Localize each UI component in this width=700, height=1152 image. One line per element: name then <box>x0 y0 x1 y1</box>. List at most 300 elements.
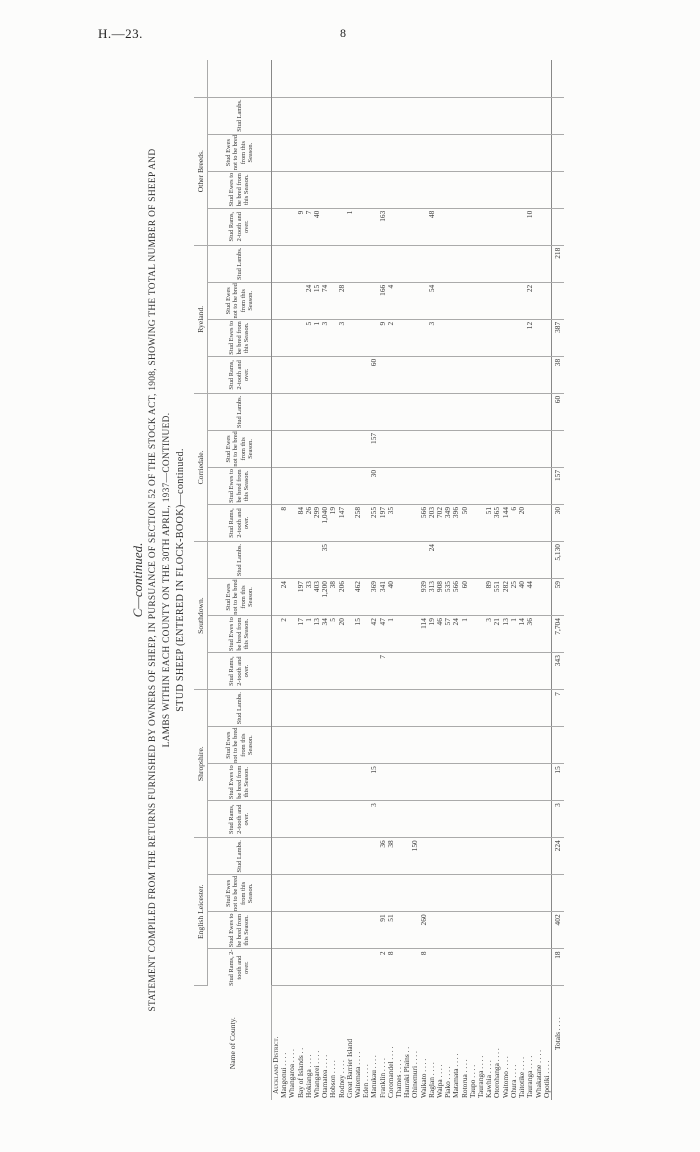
table-cell <box>387 171 395 208</box>
table-cell <box>329 949 337 986</box>
table-cell <box>485 393 493 430</box>
table-cell <box>510 171 518 208</box>
county-name: Ohura . . . . <box>508 1064 518 1098</box>
table-cell <box>387 430 395 467</box>
table-cell <box>485 97 493 134</box>
table-cell <box>346 134 354 171</box>
table-cell <box>444 171 452 208</box>
table-cell <box>535 653 543 690</box>
table-cell: 402 <box>551 912 564 949</box>
table-cell: 15 <box>313 282 321 319</box>
table-cell <box>526 949 534 986</box>
table-cell <box>469 97 477 134</box>
table-cell <box>280 208 288 245</box>
table-cell: 47 <box>379 616 387 653</box>
table-row <box>313 60 321 1100</box>
table-cell: 166 <box>379 282 387 319</box>
table-cell <box>329 245 337 282</box>
table-cell <box>395 97 403 134</box>
table-cell <box>543 764 552 801</box>
table-cell <box>288 356 296 393</box>
table-cell <box>403 504 411 541</box>
table-cell <box>452 245 460 282</box>
table-cell <box>543 356 552 393</box>
table-cell <box>485 134 493 171</box>
table-cell <box>411 653 419 690</box>
county-name: Eden . . . . . <box>361 1064 371 1098</box>
table-cell <box>510 356 518 393</box>
table-cell: 9 <box>379 319 387 356</box>
table-row <box>436 60 444 1100</box>
table-cell <box>543 838 552 875</box>
table-cell: 51 <box>485 504 493 541</box>
table-cell: 14 <box>518 616 526 653</box>
table-cell <box>370 60 378 97</box>
table-cell <box>502 875 510 912</box>
table-cell <box>428 393 436 430</box>
table-row <box>297 60 305 1100</box>
table-cell <box>452 393 460 430</box>
table-cell <box>272 245 281 282</box>
table-cell <box>379 690 387 727</box>
table-cell <box>288 245 296 282</box>
table-cell <box>379 801 387 838</box>
table-cell <box>411 356 419 393</box>
table-cell <box>502 356 510 393</box>
table-cell <box>485 430 493 467</box>
table-cell <box>403 727 411 764</box>
table-cell <box>288 690 296 727</box>
table-cell <box>502 60 510 97</box>
subheader-stud-lambs: Stud Lambs. <box>208 838 272 875</box>
table-cell <box>297 838 305 875</box>
table-cell <box>379 875 387 912</box>
table-cell <box>321 764 329 801</box>
table-cell <box>469 245 477 282</box>
table-cell <box>428 875 436 912</box>
table-cell <box>280 467 288 504</box>
table-cell <box>313 393 321 430</box>
table-cell <box>403 764 411 801</box>
table-cell: 7 <box>305 208 313 245</box>
table-cell <box>403 282 411 319</box>
subheader-stud-ewes-not-bred: Stud Ewes not to be bred from this Season. <box>208 430 272 467</box>
table-cell <box>493 467 501 504</box>
table-cell <box>379 430 387 467</box>
table-cell: 84 <box>297 504 305 541</box>
table-cell <box>387 60 395 97</box>
table-cell <box>379 727 387 764</box>
table-cell: 299 <box>313 504 321 541</box>
table-cell <box>510 949 518 986</box>
table-cell <box>461 838 469 875</box>
table-cell: 3 <box>370 801 378 838</box>
table-cell <box>444 97 452 134</box>
table-cell <box>510 134 518 171</box>
table-cell <box>321 690 329 727</box>
table-cell <box>444 690 452 727</box>
table-cell <box>338 171 346 208</box>
county-name: Otamatea . . . . <box>320 1054 330 1098</box>
table-cell <box>354 134 362 171</box>
table-cell <box>526 467 534 504</box>
table-cell <box>280 727 288 764</box>
table-cell <box>313 949 321 986</box>
table-cell: 40 <box>387 579 395 616</box>
table-cell <box>452 838 460 875</box>
table-cell <box>452 912 460 949</box>
table-cell <box>477 801 485 838</box>
table-cell <box>469 208 477 245</box>
table-cell <box>543 208 552 245</box>
table-cell <box>543 504 552 541</box>
table-cell <box>551 97 564 134</box>
table-cell: 403 <box>313 579 321 616</box>
table-cell <box>329 430 337 467</box>
table-cell <box>403 949 411 986</box>
table-cell <box>543 727 552 764</box>
table-cell <box>395 875 403 912</box>
table-cell <box>510 430 518 467</box>
table-cell <box>436 97 444 134</box>
table-cell: 28 <box>338 282 346 319</box>
table-cell <box>469 282 477 319</box>
table-cell <box>313 690 321 727</box>
table-cell <box>526 801 534 838</box>
table-cell: 282 <box>502 579 510 616</box>
table-cell <box>526 912 534 949</box>
table-cell: 38 <box>329 579 337 616</box>
subheader-stud-ewes-not-bred: Stud Ewes not to be bred from this Season. <box>208 134 272 171</box>
table-cell: 35 <box>321 542 329 579</box>
table-cell <box>452 875 460 912</box>
table-cell <box>338 912 346 949</box>
table-cell <box>272 208 281 245</box>
table-cell <box>510 60 518 97</box>
table-cell <box>436 282 444 319</box>
table-cell <box>428 764 436 801</box>
table-cell <box>313 912 321 949</box>
table-cell <box>354 319 362 356</box>
table-cell: 8 <box>387 949 395 986</box>
county-name: Franklin . . . . <box>377 1058 387 1098</box>
table-cell <box>469 949 477 986</box>
table-cell <box>395 912 403 949</box>
table-cell <box>338 245 346 282</box>
table-cell <box>395 134 403 171</box>
table-cell <box>452 801 460 838</box>
table-cell: 1 <box>510 616 518 653</box>
table-cell <box>387 764 395 801</box>
table-cell <box>313 356 321 393</box>
table-cell <box>518 467 526 504</box>
table-cell: 9 <box>297 208 305 245</box>
table-cell <box>272 319 281 356</box>
table-cell <box>395 467 403 504</box>
table-cell <box>428 134 436 171</box>
table-cell <box>288 171 296 208</box>
table-cell <box>510 319 518 356</box>
table-cell <box>444 764 452 801</box>
table-cell <box>354 430 362 467</box>
table-cell <box>469 60 477 97</box>
table-cell <box>403 467 411 504</box>
table-cell <box>354 393 362 430</box>
table-cell <box>526 504 534 541</box>
table-cell <box>338 727 346 764</box>
table-cell <box>329 97 337 134</box>
table-cell <box>502 97 510 134</box>
table-cell <box>444 245 452 282</box>
table-cell: 25 <box>510 579 518 616</box>
table-cell <box>272 134 281 171</box>
table-cell <box>379 764 387 801</box>
table-cell <box>444 467 452 504</box>
table-cell <box>428 727 436 764</box>
table-cell <box>420 875 428 912</box>
table-cell <box>543 653 552 690</box>
table-cell <box>493 838 501 875</box>
table-cell <box>518 542 526 579</box>
subheader-stud-rams: Stud Rams, 2-tooth and over. <box>208 504 272 541</box>
table-cell <box>346 60 354 97</box>
table-cell <box>469 690 477 727</box>
table-cell <box>395 60 403 97</box>
table-cell <box>288 542 296 579</box>
table-cell <box>313 875 321 912</box>
table-cell <box>305 171 313 208</box>
table-cell <box>502 949 510 986</box>
table-cell <box>395 245 403 282</box>
table-cell <box>313 430 321 467</box>
table-cell <box>370 393 378 430</box>
table-cell <box>370 875 378 912</box>
table-cell <box>288 430 296 467</box>
table-cell <box>338 690 346 727</box>
table-cell <box>411 393 419 430</box>
table-cell: 6 <box>510 504 518 541</box>
table-cell <box>436 542 444 579</box>
table-cell <box>452 764 460 801</box>
table-cell <box>502 467 510 504</box>
table-cell <box>313 764 321 801</box>
table-cell <box>510 393 518 430</box>
table-cell <box>362 727 370 764</box>
table-cell <box>338 764 346 801</box>
table-cell <box>485 949 493 986</box>
table-cell <box>535 801 543 838</box>
table-cell: 396 <box>452 504 460 541</box>
table-cell: 60 <box>461 579 469 616</box>
table-cell <box>338 97 346 134</box>
table-cell <box>354 97 362 134</box>
table-cell <box>411 60 419 97</box>
table-cell <box>387 208 395 245</box>
table-cell <box>346 97 354 134</box>
table-row <box>354 60 362 1100</box>
county-name: Piako . . . . <box>443 1066 453 1098</box>
table-cell <box>305 134 313 171</box>
county-name: Manukau . . . . <box>369 1055 379 1098</box>
table-cell <box>502 801 510 838</box>
table-cell <box>272 912 281 949</box>
subheader-stud-rams: Stud Rams, 2-tooth and over. <box>208 653 272 690</box>
table-cell <box>518 171 526 208</box>
table-cell <box>321 245 329 282</box>
table-cell <box>469 838 477 875</box>
table-cell <box>354 801 362 838</box>
table-cell <box>403 208 411 245</box>
table-cell: 38 <box>551 356 564 393</box>
table-cell <box>313 97 321 134</box>
table-cell <box>452 208 460 245</box>
table-cell <box>436 319 444 356</box>
county-name: Taitotike . . . . <box>517 1057 527 1098</box>
county-name: Waitomo . . . . <box>500 1056 510 1098</box>
table-cell <box>297 467 305 504</box>
table-cell <box>420 393 428 430</box>
table-cell <box>411 245 419 282</box>
table-cell <box>297 171 305 208</box>
table-cell <box>477 838 485 875</box>
table-cell <box>395 653 403 690</box>
table-cell <box>535 356 543 393</box>
table-cell <box>493 356 501 393</box>
table-cell <box>526 764 534 801</box>
table-cell: 365 <box>493 504 501 541</box>
table-cell <box>280 912 288 949</box>
table-cell <box>387 801 395 838</box>
table-cell: 17 <box>297 616 305 653</box>
table-cell <box>436 60 444 97</box>
table-cell <box>403 912 411 949</box>
table-cell <box>469 579 477 616</box>
table-cell <box>485 653 493 690</box>
subheader-stud-ewes-not-bred: Stud Ewes not to be bred from this Season. <box>208 875 272 912</box>
table-cell <box>428 245 436 282</box>
table-cell <box>502 393 510 430</box>
table-cell <box>403 97 411 134</box>
table-cell <box>354 60 362 97</box>
table-cell <box>387 690 395 727</box>
table-cell <box>518 764 526 801</box>
table-cell <box>485 801 493 838</box>
table-cell <box>379 542 387 579</box>
table-cell <box>329 356 337 393</box>
table-cell <box>477 727 485 764</box>
table-cell <box>436 949 444 986</box>
table-cell <box>493 245 501 282</box>
table-cell <box>535 60 543 97</box>
table-cell <box>403 875 411 912</box>
table-cell: 1,040 <box>321 504 329 541</box>
table-row <box>543 60 552 1100</box>
county-name: Whangarei . . . . <box>312 1050 322 1098</box>
table-cell <box>428 653 436 690</box>
table-cell <box>395 393 403 430</box>
county-name: Raglan . . . . <box>426 1062 436 1098</box>
table-cell <box>403 690 411 727</box>
table-cell <box>452 60 460 97</box>
table-cell <box>305 801 313 838</box>
table-cell <box>403 319 411 356</box>
county-name: Coromandel . . . . <box>385 1046 395 1098</box>
table-cell: 313 <box>428 579 436 616</box>
table-cell <box>452 319 460 356</box>
table-cell <box>395 171 403 208</box>
table-cell <box>444 838 452 875</box>
table-cell <box>461 949 469 986</box>
table-cell <box>329 134 337 171</box>
table-cell: 2 <box>387 319 395 356</box>
table-cell <box>272 282 281 319</box>
table-cell <box>403 134 411 171</box>
table-cell <box>354 949 362 986</box>
table-cell <box>502 208 510 245</box>
table-cell <box>362 690 370 727</box>
table-row <box>485 60 493 1100</box>
table-cell <box>518 393 526 430</box>
table-cell: 20 <box>338 616 346 653</box>
table-cell <box>469 171 477 208</box>
table-cell <box>543 97 552 134</box>
table-cell <box>313 467 321 504</box>
table-cell <box>469 912 477 949</box>
table-row <box>321 60 329 1100</box>
table-cell <box>493 653 501 690</box>
table-cell <box>493 97 501 134</box>
table-cell <box>280 875 288 912</box>
table-cell <box>436 653 444 690</box>
subheader-stud-lambs: Stud Lambs. <box>208 690 272 727</box>
table-cell <box>461 764 469 801</box>
table-cell <box>543 430 552 467</box>
table-cell <box>313 60 321 97</box>
table-cell: 258 <box>354 504 362 541</box>
table-cell <box>411 875 419 912</box>
table-cell <box>280 97 288 134</box>
table-cell: 48 <box>428 208 436 245</box>
table-cell <box>444 801 452 838</box>
table-cell <box>461 171 469 208</box>
table-cell <box>370 727 378 764</box>
table-cell <box>551 875 564 912</box>
table-cell <box>502 282 510 319</box>
table-cell <box>297 245 305 282</box>
table-cell <box>452 467 460 504</box>
table-cell <box>379 356 387 393</box>
county-name: Waipa . . . . <box>435 1064 445 1098</box>
table-cell <box>411 764 419 801</box>
table-cell <box>272 727 281 764</box>
table-cell <box>493 282 501 319</box>
table-cell <box>493 430 501 467</box>
table-cell <box>452 171 460 208</box>
table-cell <box>510 245 518 282</box>
table-cell <box>485 727 493 764</box>
table-cell <box>502 134 510 171</box>
table-cell <box>469 727 477 764</box>
table-cell <box>535 838 543 875</box>
table-cell <box>379 245 387 282</box>
table-cell <box>469 319 477 356</box>
table-cell <box>436 430 444 467</box>
table-cell: 15 <box>370 764 378 801</box>
table-cell <box>543 282 552 319</box>
table-cell <box>526 171 534 208</box>
table-cell <box>288 282 296 319</box>
table-cell <box>535 616 543 653</box>
